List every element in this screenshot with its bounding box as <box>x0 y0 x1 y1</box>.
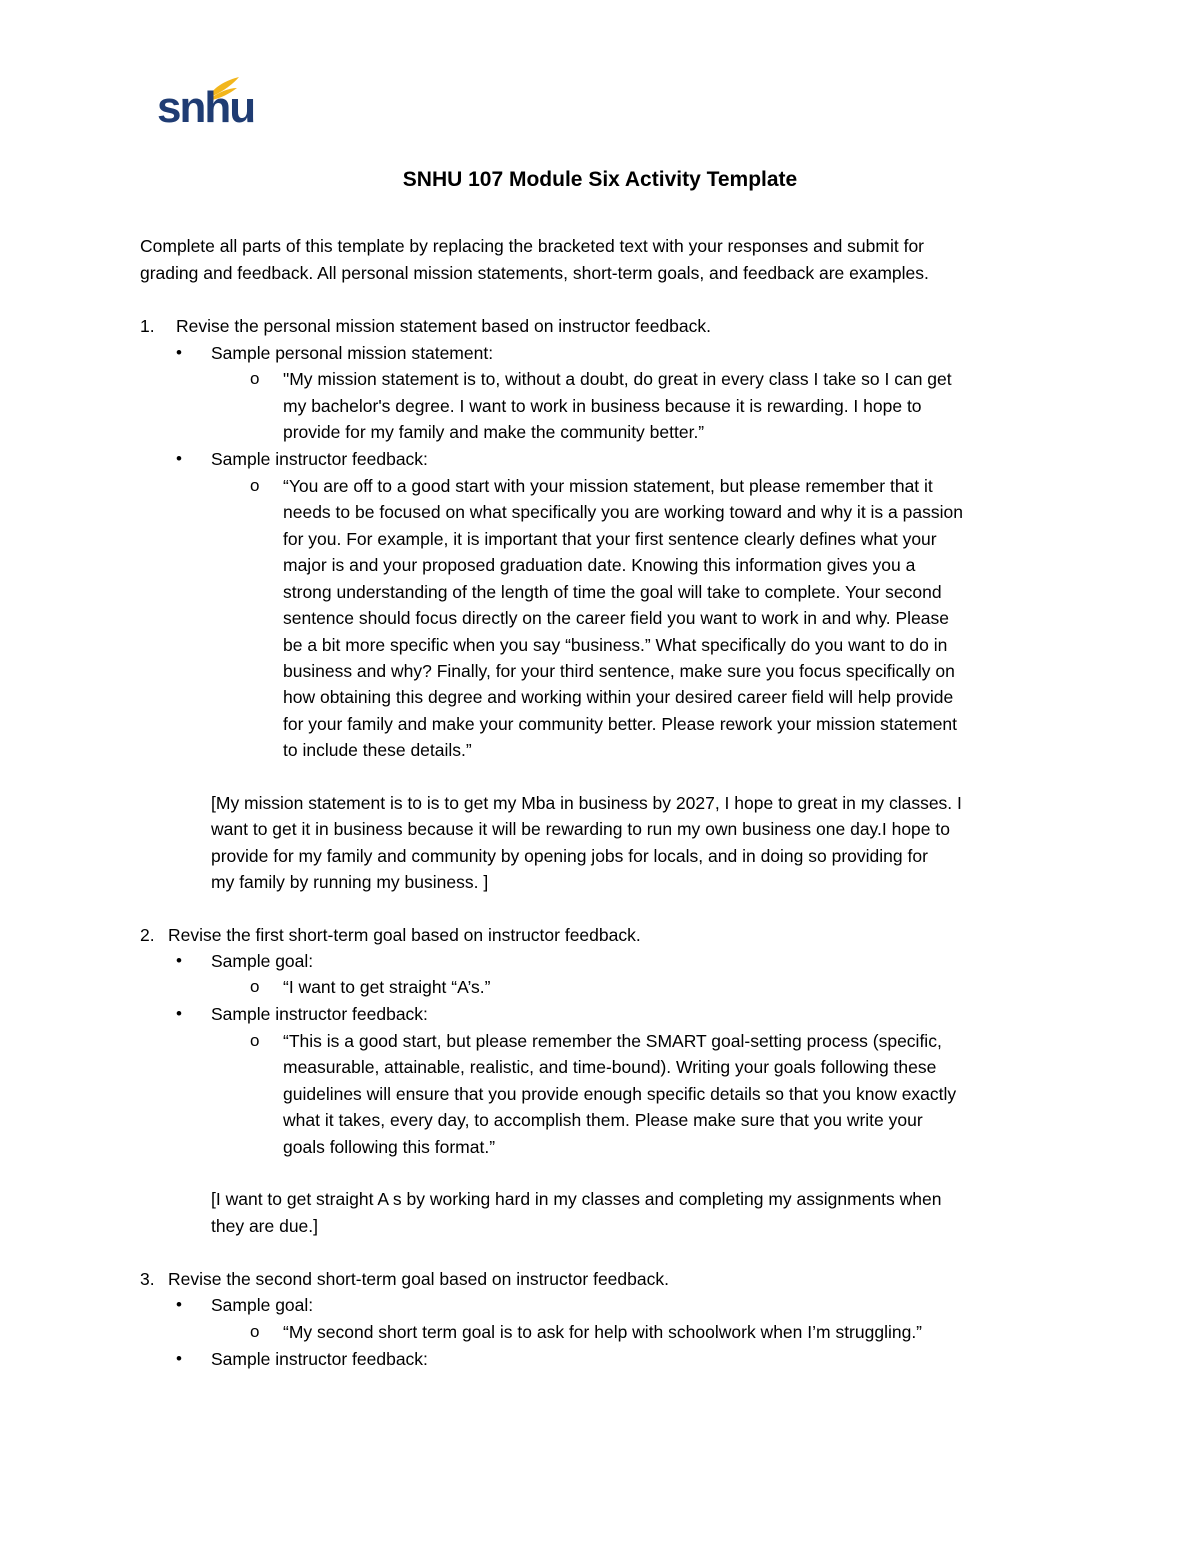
sample-line: "My mission statement is to, without a doubt, do great in every class I take so I can get <box>283 369 952 389</box>
feedback-line: goals following this format.” <box>283 1137 496 1157</box>
feedback-line: how obtaining this degree and working within your desired career field will help provide <box>283 687 954 707</box>
sample-line: my bachelor's degree. I want to work in business because it is rewarding. I hope to <box>283 396 922 416</box>
response-line: [I want to get straight A s by working hard in my classes and completing my assignments when <box>211 1189 942 1209</box>
sample-label: Sample goal: <box>211 951 314 971</box>
feedback-label: Sample instructor feedback: <box>211 1004 428 1024</box>
sample-line: “My second short term goal is to ask for help with schoolwork when I’m struggling.” <box>283 1322 923 1342</box>
intro-line: Complete all parts of this template by replacing the bracketed text with your responses and submit for <box>140 236 925 256</box>
sub-bullet-icon: o <box>250 977 260 996</box>
bullet-icon: • <box>176 449 182 468</box>
section-heading: Revise the second short-term goal based on instructor feedback. <box>168 1269 669 1289</box>
bullet-icon: • <box>176 951 182 970</box>
feedback-line: needs to be focused on what specifically you are working toward and why it is a passion <box>283 502 963 522</box>
sample-label: Sample personal mission statement: <box>211 343 494 363</box>
sample-label: Sample goal: <box>211 1295 314 1315</box>
response-line: they are due.] <box>211 1216 319 1236</box>
section-heading: Revise the personal mission statement based on instructor feedback. <box>176 316 712 336</box>
feedback-label: Sample instructor feedback: <box>211 1349 428 1369</box>
bullet-icon: • <box>176 343 182 362</box>
sample-line: provide for my family and make the community better.” <box>283 422 705 442</box>
feedback-line: what it takes, every day, to accomplish them. Please make sure that you write your <box>283 1110 923 1130</box>
feedback-line: strong understanding of the length of time the goal will take to complete. Your second <box>283 582 942 602</box>
bullet-icon: • <box>176 1295 182 1314</box>
section-number: 1. <box>140 316 155 336</box>
feedback-line: be a bit more specific when you say “business.” What specifically do you want to do in <box>283 635 948 655</box>
bullet-icon: • <box>176 1004 182 1023</box>
feedback-line: “This is a good start, but please remember the SMART goal-setting process (specific, <box>283 1031 942 1051</box>
bullet-icon: • <box>176 1349 182 1368</box>
feedback-line: for you. For example, it is important that your first sentence clearly defines what your <box>283 529 937 549</box>
section-heading: Revise the first short-term goal based on instructor feedback. <box>168 925 641 945</box>
response-line: my family by running my business. ] <box>211 872 489 892</box>
section-number: 3. <box>140 1269 155 1289</box>
page-title: SNHU 107 Module Six Activity Template <box>402 168 798 191</box>
response-line: provide for my family and community by opening jobs for locals, and in doing so providing for <box>211 846 928 866</box>
feedback-line: to include these details.” <box>283 740 472 760</box>
response-line: want to get it in business because it will be rewarding to run my own business one day.I hope to <box>211 819 950 839</box>
feedback-line: “You are off to a good start with your mission statement, but please remember that it <box>283 476 933 496</box>
sample-line: “I want to get straight “A’s.” <box>283 977 491 997</box>
section-number: 2. <box>140 925 155 945</box>
intro-line: grading and feedback. All personal mission statements, short-term goals, and feedback are examples. <box>140 263 929 283</box>
sub-bullet-icon: o <box>250 476 260 495</box>
feedback-label: Sample instructor feedback: <box>211 449 428 469</box>
feedback-line: measurable, attainable, realistic, and time-bound). Writing your goals following these <box>283 1057 937 1077</box>
feedback-line: business and why? Finally, for your third sentence, make sure you focus specifically on <box>283 661 955 681</box>
logo-text: snhu <box>157 83 255 132</box>
feedback-line: sentence should focus directly on the career field you want to work in and why. Please <box>283 608 950 628</box>
response-line: [My mission statement is to is to get my Mba in business by 2027, I hope to great in my classes. I <box>211 793 962 813</box>
sub-bullet-icon: o <box>250 1031 260 1050</box>
feedback-line: major is and your proposed graduation date. Knowing this information gives you a <box>283 555 916 575</box>
feedback-line: guidelines will ensure that you provide enough specific details so that you know exactly <box>283 1084 957 1104</box>
feedback-line: for your family and make your community better. Please rework your mission statement <box>283 714 958 734</box>
sub-bullet-icon: o <box>250 1322 260 1341</box>
sub-bullet-icon: o <box>250 369 260 388</box>
snhu-logo <box>157 74 255 132</box>
